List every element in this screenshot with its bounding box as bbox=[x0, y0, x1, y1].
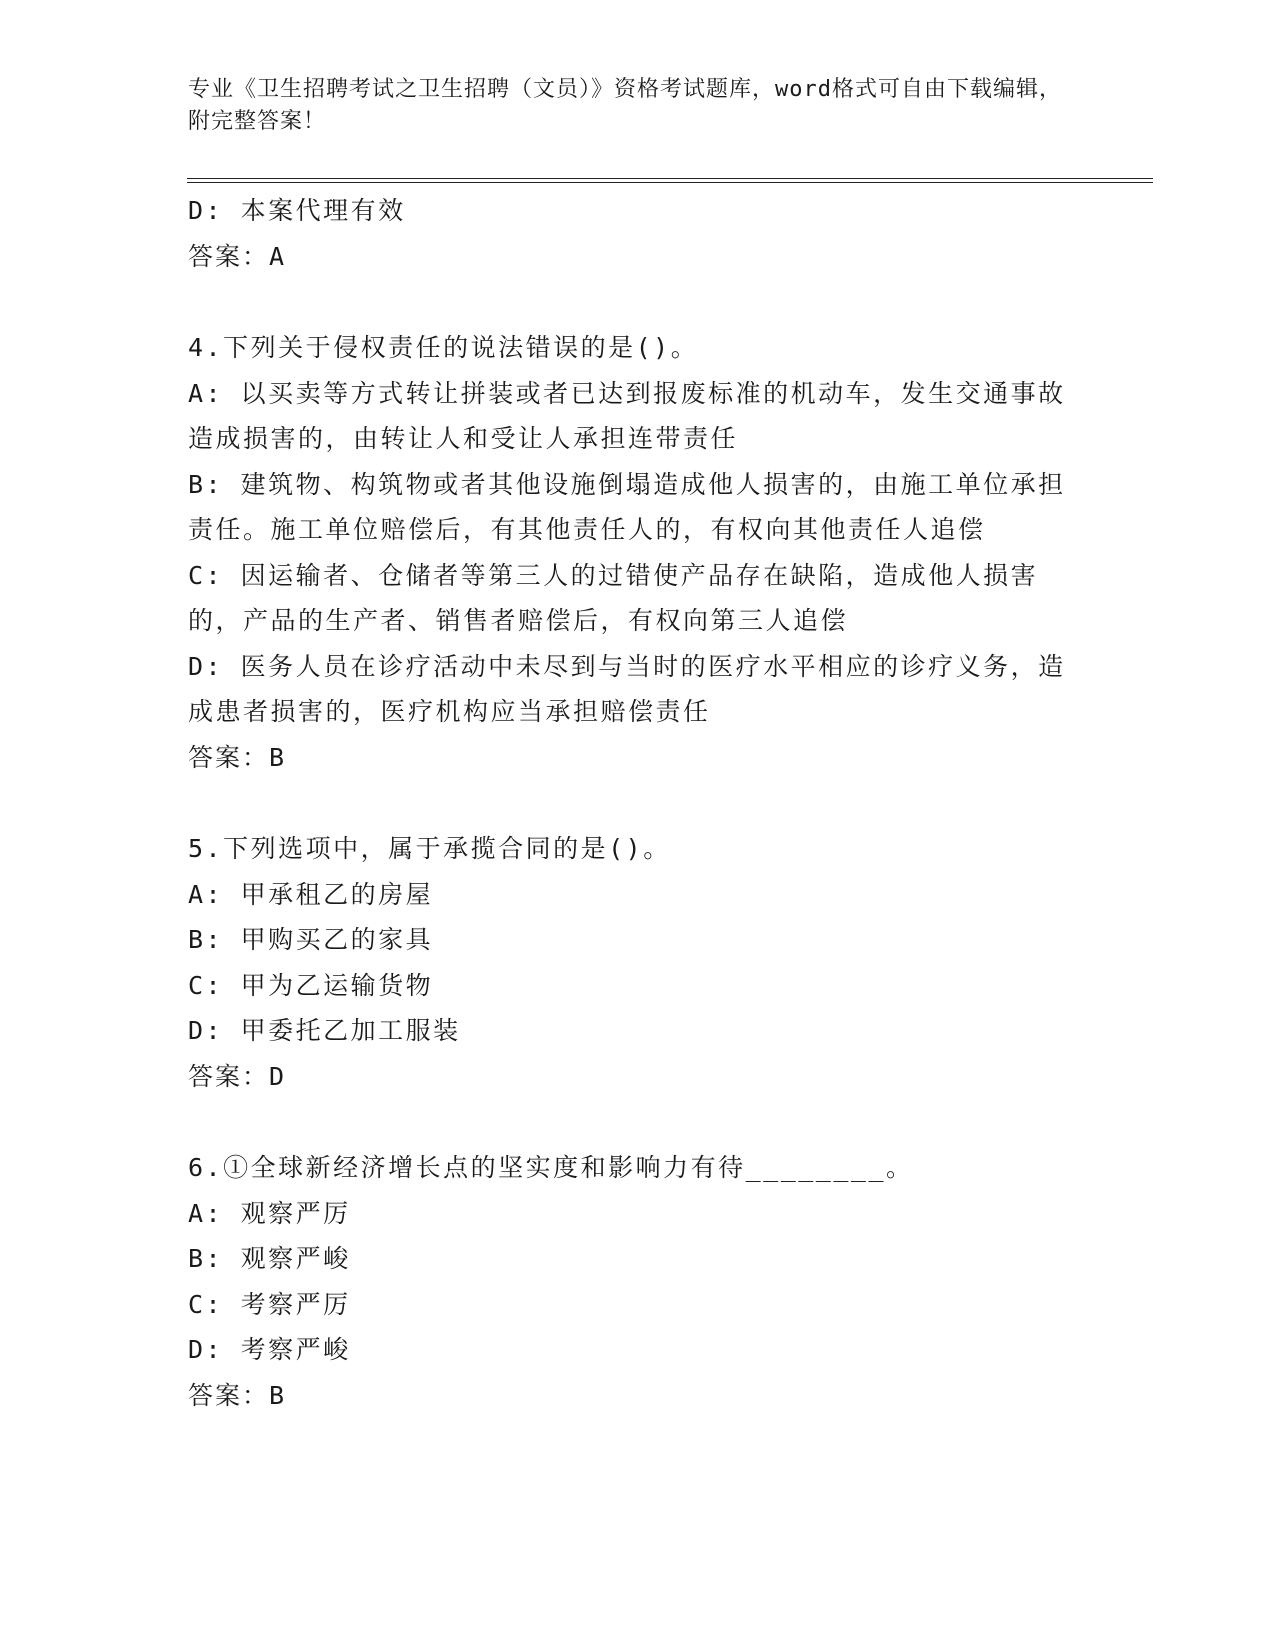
question-4 bbox=[188, 325, 1088, 780]
answer-label: 答案： bbox=[188, 742, 270, 772]
answer-line bbox=[188, 1373, 1088, 1419]
question-stem: 5.下列选项中，属于承揽合同的是()。 bbox=[188, 834, 671, 863]
answer-label: 答案： bbox=[188, 241, 270, 271]
option-c: C: 甲为乙运输货物 bbox=[188, 970, 434, 1000]
answer-value: B bbox=[269, 742, 287, 772]
answer-value: B bbox=[269, 1380, 287, 1410]
option-b: B: 观察严峻 bbox=[188, 1244, 351, 1273]
question-stem: 4.下列关于侵权责任的说法错误的是()。 bbox=[188, 333, 699, 362]
question-continued bbox=[188, 188, 1088, 279]
option-d: D: 本案代理有效 bbox=[188, 196, 406, 225]
option-b: B: 甲购买乙的家具 bbox=[188, 925, 434, 954]
option-d: D: 甲委托乙加工服装 bbox=[188, 1016, 461, 1045]
answer-label: 答案： bbox=[188, 1061, 270, 1091]
question-stem: 6.①全球新经济增长点的坚实度和影响力有待________。 bbox=[188, 1153, 914, 1182]
answer-label: 答案： bbox=[188, 1380, 270, 1410]
question-5 bbox=[188, 826, 1088, 1099]
question-6 bbox=[188, 1145, 1088, 1418]
option-c: C: 因运输者、仓储者等第三人的过错使产品存在缺陷，造成他人损害的，产品的生产者、销售者赔偿后，有权向第三人追偿 bbox=[188, 560, 1039, 635]
header-divider bbox=[187, 178, 1153, 183]
answer-line bbox=[188, 735, 1088, 781]
option-a: A: 甲承租乙的房屋 bbox=[188, 879, 434, 909]
answer-line bbox=[188, 234, 1088, 280]
option-a: A: 以买卖等方式转让拼装或者已达到报废标准的机动车，发生交通事故造成损害的，由转让人和受让人承担连带责任 bbox=[188, 378, 1066, 453]
answer-value: D bbox=[269, 1061, 287, 1091]
document-header: 专业《卫生招聘考试之卫生招聘（文员）》资格考试题库，word格式可自由下载编辑，附完整答案！ bbox=[188, 77, 1062, 134]
option-c: C: 考察严厉 bbox=[188, 1289, 351, 1319]
option-d: D: 考察严峻 bbox=[188, 1335, 351, 1364]
option-d: D: 医务人员在诊疗活动中未尽到与当时的医疗水平相应的诊疗义务，造成患者损害的，医疗机构应当承担赔偿责任 bbox=[188, 651, 1066, 726]
answer-line bbox=[188, 1054, 1088, 1100]
answer-value: A bbox=[269, 241, 287, 271]
question-list bbox=[188, 188, 1088, 1418]
option-a: A: 观察严厉 bbox=[188, 1198, 351, 1228]
option-b: B: 建筑物、构筑物或者其他设施倒塌造成他人损害的，由施工单位承担责任。施工单位赔偿后，有其他责任人的，有权向其他责任人追偿 bbox=[188, 469, 1066, 544]
